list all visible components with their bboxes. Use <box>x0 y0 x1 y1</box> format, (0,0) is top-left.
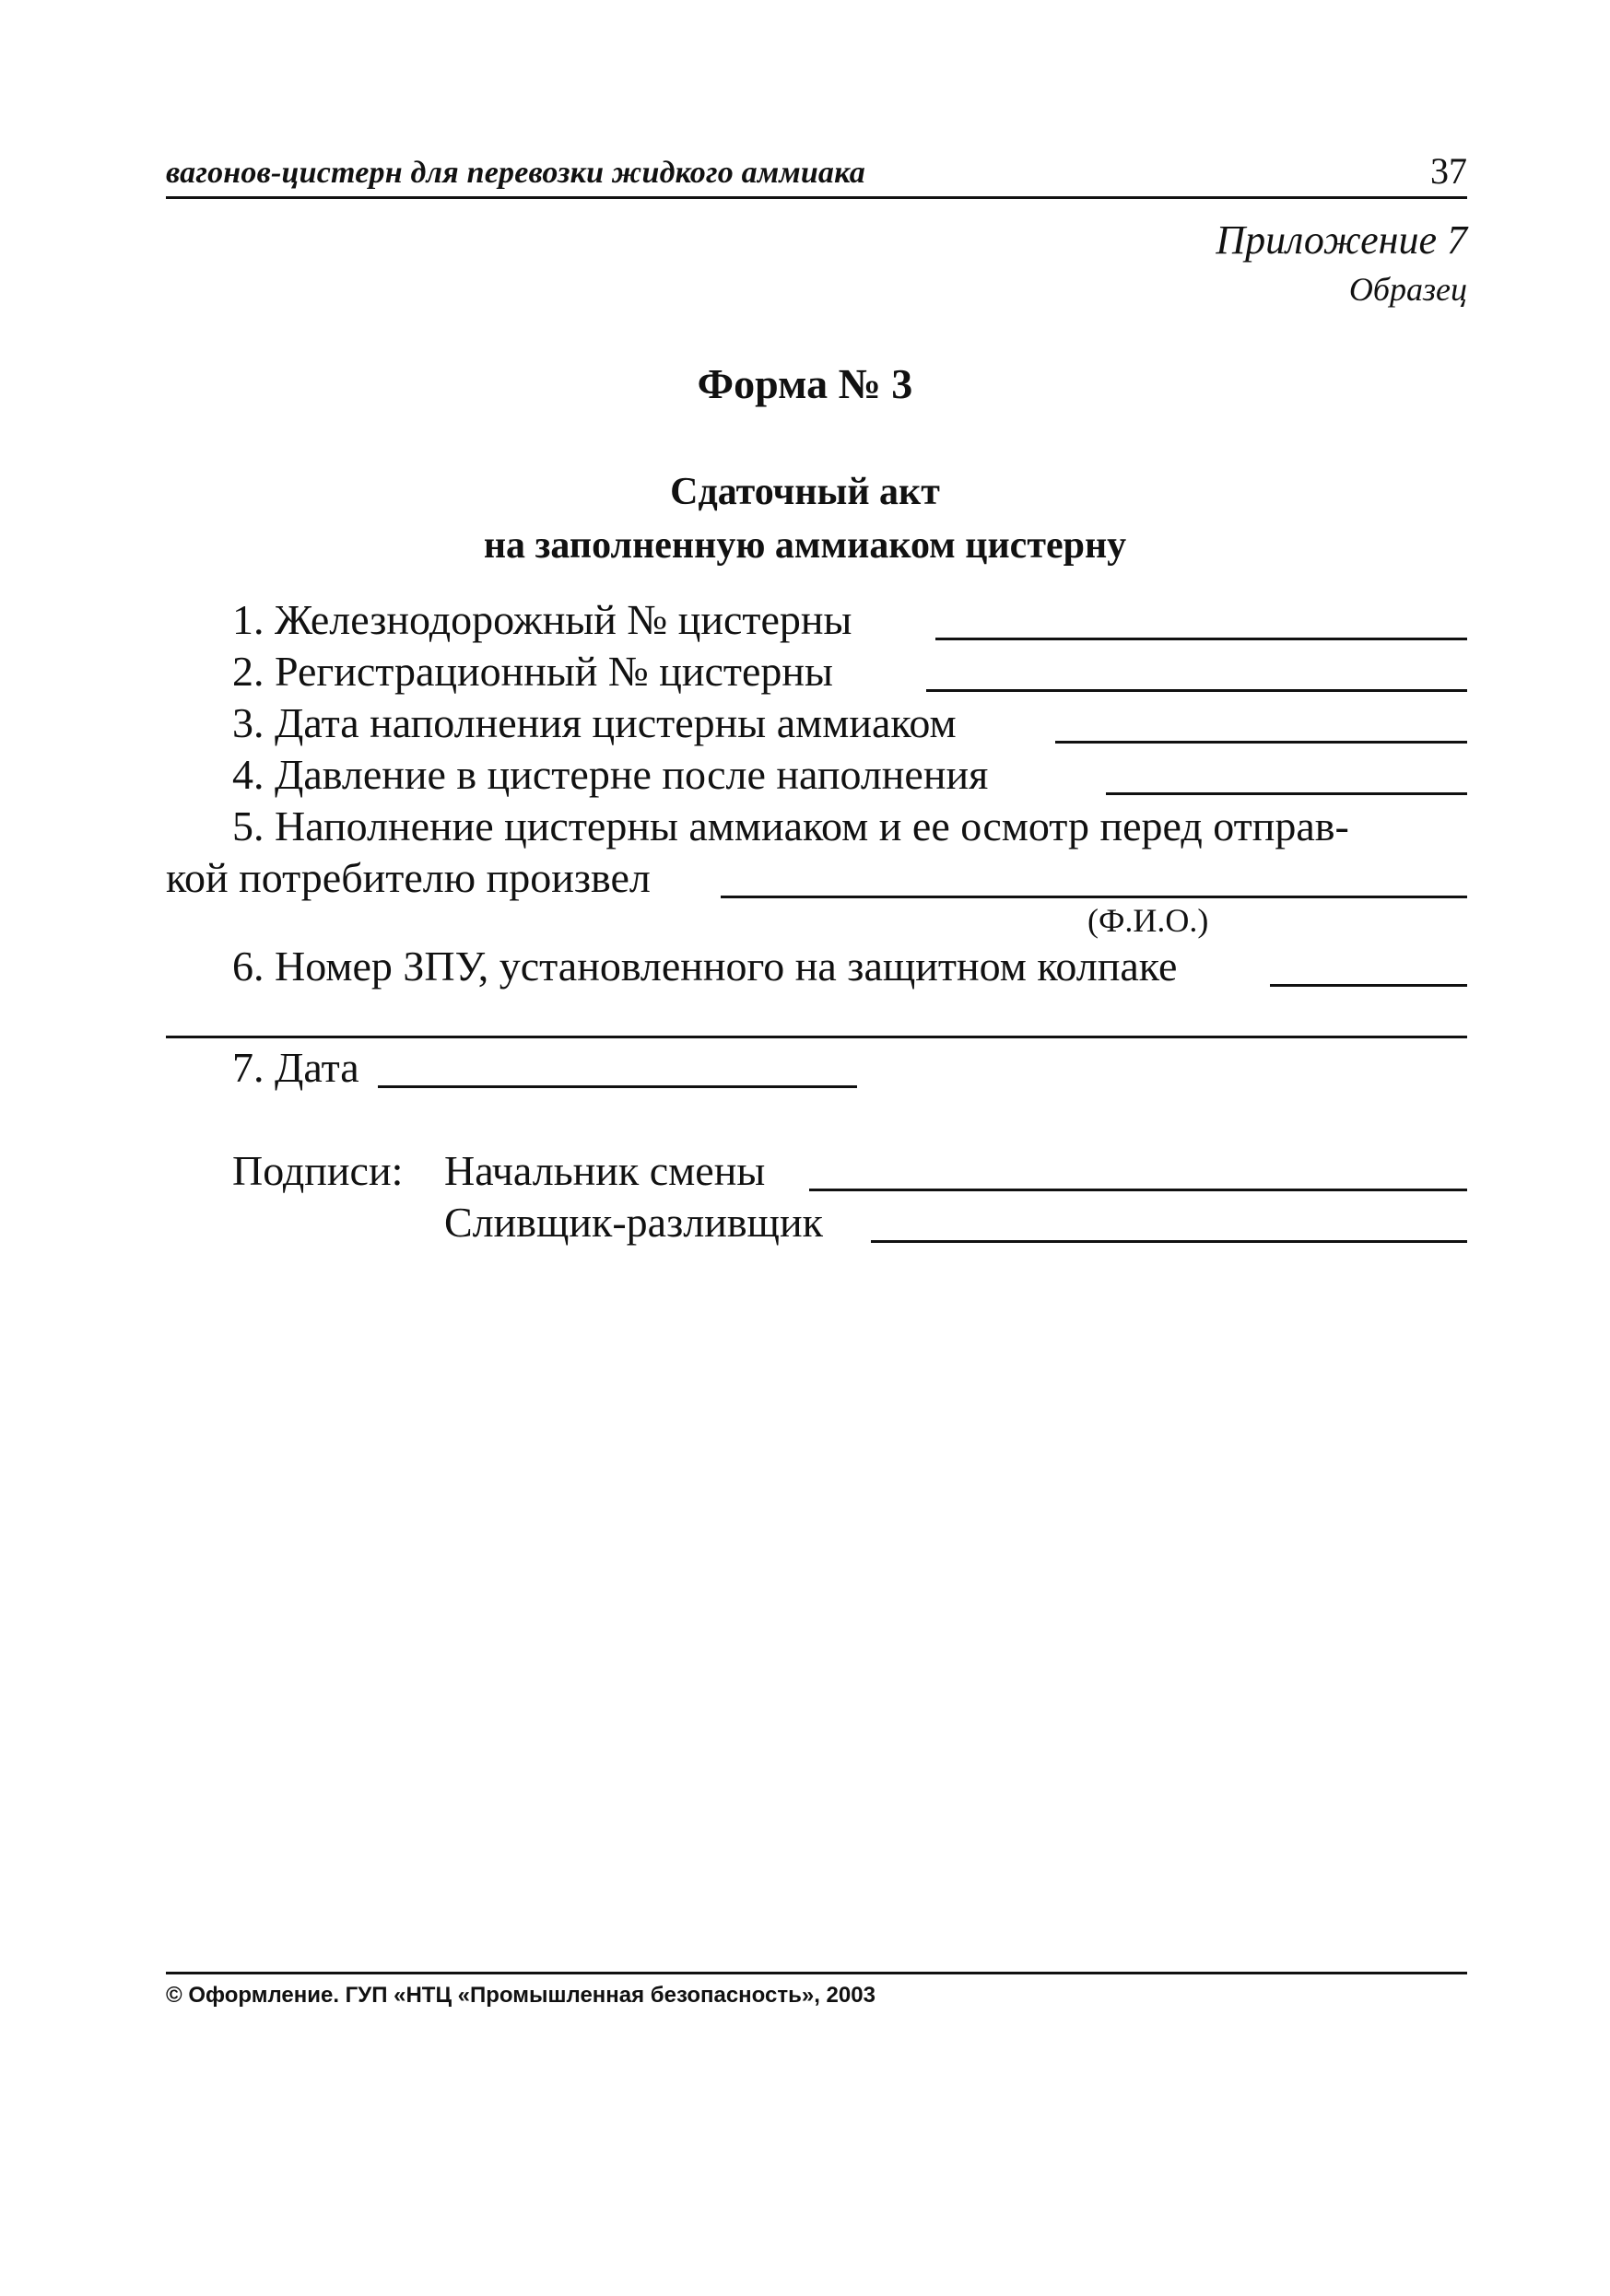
running-title: вагонов-цистерн для перевозки жидкого аммиака <box>166 156 865 190</box>
act-title-line2: на заполненную аммиаком цистерну <box>483 524 1127 567</box>
field-pressure-label: 4. Давление в цистерне после наполнения <box>232 751 989 798</box>
field-inspection-caption: (Ф.И.О.) <box>1087 902 1209 939</box>
field-seal-number-label: 6. Номер ЗПУ, установленного на защитном колпаке <box>232 943 1178 990</box>
signature-shift-head-blank[interactable] <box>809 1189 1467 1191</box>
field-inspection-blank[interactable] <box>721 896 1467 898</box>
act-title-line1: Сдаточный акт <box>670 471 940 513</box>
footer-copyright: © Оформление. ГУП «НТЦ «Промышленная безопасность», 2003 <box>166 1983 876 2008</box>
page-number: 37 <box>1430 150 1467 192</box>
sample-label: Образец <box>1348 271 1467 308</box>
field-fill-date-label: 3. Дата наполнения цистерны аммиаком <box>232 699 957 746</box>
running-header <box>166 152 1467 199</box>
field-date-label: 7. Дата <box>232 1044 359 1091</box>
field-date-blank[interactable] <box>378 1085 857 1088</box>
act-title <box>0 465 1610 572</box>
field-seal-number-blank[interactable] <box>1270 984 1467 987</box>
field-pressure-blank[interactable] <box>1106 792 1467 795</box>
field-railway-number-label: 1. Железнодорожный № цистерны <box>232 596 852 643</box>
form-title: Форма № 3 <box>697 360 913 407</box>
field-registration-number-label: 2. Регистрационный № цистерны <box>232 648 833 695</box>
field-railway-number-blank[interactable] <box>935 638 1467 640</box>
field-registration-number-blank[interactable] <box>926 689 1467 692</box>
field-inspection-label-line1: 5. Наполнение цистерны аммиаком и ее осмотр перед отправ- <box>232 802 1349 849</box>
signature-filler-label: Сливщик-разливщик <box>444 1199 823 1246</box>
field-seal-number-continuation[interactable] <box>166 1036 1467 1038</box>
field-inspection-label-line2: кой потребителю произвел <box>166 854 651 901</box>
appendix-label: Приложение 7 <box>1216 217 1467 263</box>
field-fill-date-blank[interactable] <box>1055 741 1467 744</box>
signature-shift-head-label: Начальник смены <box>444 1147 766 1194</box>
footer-rule <box>166 1972 1467 1974</box>
signature-filler-blank[interactable] <box>871 1240 1467 1243</box>
signatures-label: Подписи: <box>232 1147 404 1194</box>
